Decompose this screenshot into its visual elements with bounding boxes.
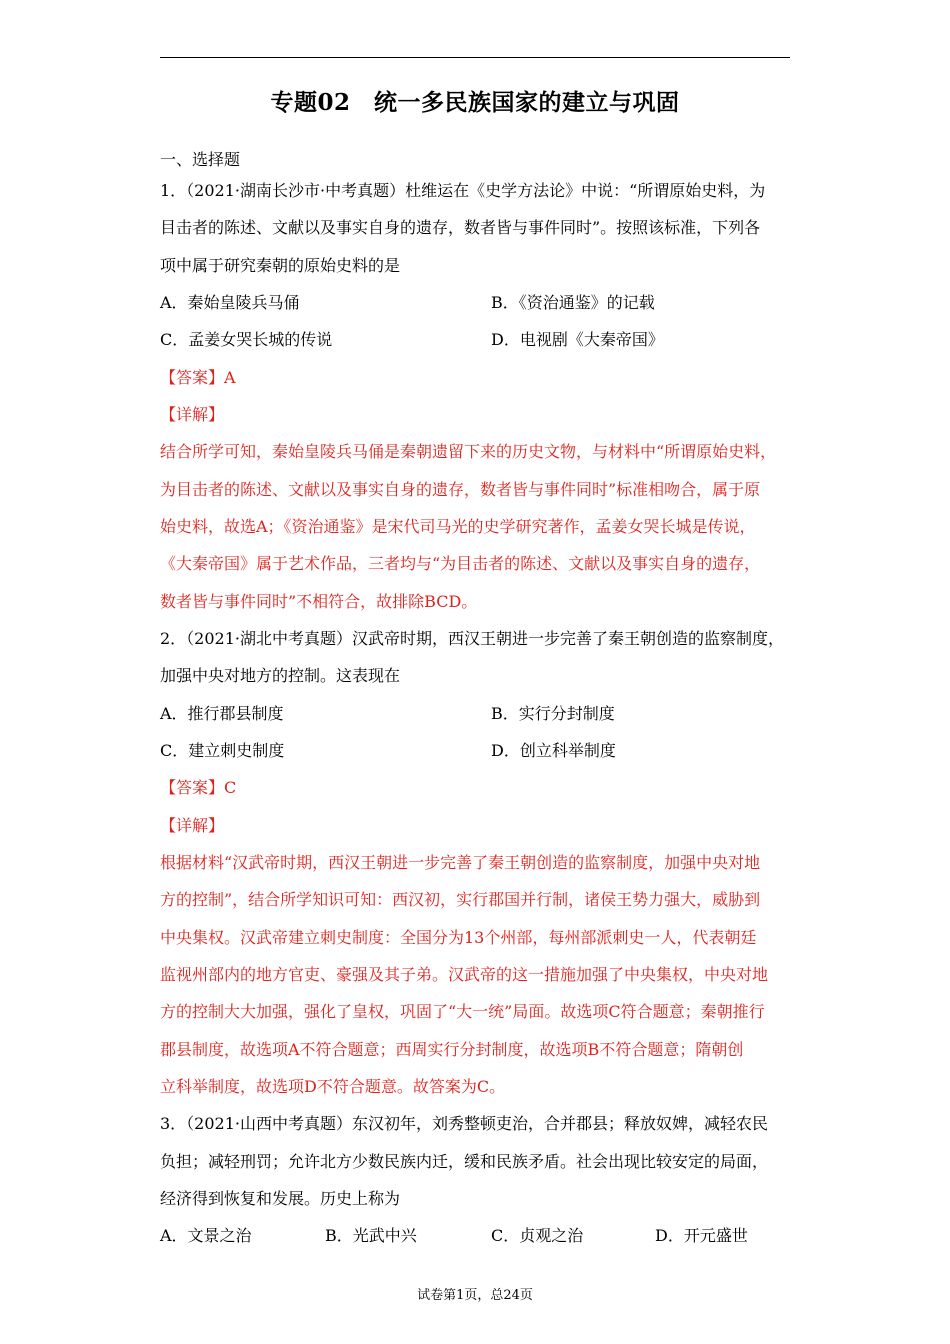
q2-detail-line-2: 方的控制”，结合所学知识可知：西汉初，实行郡国并行制，诸侯王势力强大，威胁到 — [160, 890, 761, 909]
q2-detail-line-5: 方的控制大大加强，强化了皇权，巩固了“大一统”局面。故选项C符合题意；秦朝推行 — [160, 1002, 765, 1021]
q2-detail-label: 【详解】 — [160, 816, 225, 835]
q1-detail-line-3: 始史料，故选A；《资治通鉴》是宋代司马光的史学研究著作，孟姜女哭长城是传说， — [160, 517, 756, 536]
q1-option-c: C．孟姜女哭长城的传说 — [160, 330, 333, 349]
q2-option-a: A．推行郡县制度 — [160, 704, 284, 723]
q1-stem-line-1: 1．（2021·湖南长沙市·中考真题）杜维运在《史学方法论》中说：“所谓原始史料，为 — [160, 181, 766, 200]
q1-detail-label: 【详解】 — [160, 405, 225, 424]
q3-option-b: B．光武中兴 — [325, 1226, 417, 1245]
q2-option-b: B．实行分封制度 — [491, 704, 615, 723]
q3-stem-line-3: 经济得到恢复和发展。历史上称为 — [160, 1189, 401, 1208]
q2-detail-line-1: 根据材料“汉武帝时期，西汉王朝进一步完善了秦王朝创造的监察制度，加强中央对地 — [160, 853, 761, 872]
q1-answer: 【答案】A — [160, 368, 236, 387]
q3-option-d: D．开元盛世 — [655, 1226, 748, 1245]
q2-detail-line-6: 郡县制度，故选项A不符合题意；西周实行分封制度，故选项B不符合题意；隋朝创 — [160, 1040, 744, 1059]
q3-stem-line-1: 3．（2021·山西中考真题）东汉初年，刘秀整顿吏治，合并郡县；释放奴婢，减轻农民 — [160, 1114, 768, 1133]
q1-stem-line-2: 目击者的陈述、文献以及事实自身的遗存，数者皆与事件同时”。按照该标准，下列各 — [160, 218, 761, 237]
q2-detail-line-4: 监视州部内的地方官吏、豪强及其子弟。汉武帝的这一措施加强了中央集权，中央对地 — [160, 965, 769, 984]
q2-stem-line-1: 2．（2021·湖北中考真题）汉武帝时期，西汉王朝进一步完善了秦王朝创造的监察制度， — [160, 629, 784, 648]
page-title: 专题02 统一多民族国家的建立与巩固 — [270, 89, 680, 116]
page-footer: 试卷第1页，总24页 — [417, 1288, 533, 1303]
q1-detail-line-2: 为目击者的陈述、文献以及事实自身的遗存，数者皆与事件同时”标准相吻合，属于原 — [160, 480, 761, 499]
q2-detail-line-7: 立科举制度，故选项D不符合题意。故答案为C。 — [160, 1077, 506, 1096]
section-heading: 一、选择题 — [160, 150, 241, 169]
header-rule — [160, 57, 790, 58]
q1-detail-line-5: 数者皆与事件同时”不相符合，故排除BCD。 — [160, 592, 478, 611]
q1-stem-line-3: 项中属于研究秦朝的原始史料的是 — [160, 256, 401, 275]
q3-stem-line-2: 负担；减轻刑罚；允许北方少数民族内迁，缓和民族矛盾。社会出现比较安定的局面， — [160, 1152, 769, 1171]
q2-answer: 【答案】C — [160, 778, 237, 797]
q1-option-d: D．电视剧《大秦帝国》 — [491, 330, 664, 349]
q2-stem-line-2: 加强中央对地方的控制。这表现在 — [160, 666, 401, 685]
q1-option-b: B．《资治通鉴》的记载 — [491, 293, 655, 312]
q1-detail-line-4: 《大秦帝国》属于艺术作品，三者均与“为目击者的陈述、文献以及事实自身的遗存， — [160, 554, 761, 573]
q1-option-a: A．秦始皇陵兵马俑 — [160, 293, 300, 312]
q2-detail-line-3: 中央集权。汉武帝建立刺史制度：全国分为13个州部，每州部派刺史一人，代表朝廷 — [160, 928, 757, 947]
q3-option-c: C．贞观之治 — [491, 1226, 584, 1245]
q1-detail-line-1: 结合所学可知，秦始皇陵兵马俑是秦朝遗留下来的历史文物，与材料中“所谓原始史料， — [160, 442, 777, 461]
q3-option-a: A．文景之治 — [160, 1226, 252, 1245]
q2-option-d: D．创立科举制度 — [491, 741, 616, 760]
q2-option-c: C．建立刺史制度 — [160, 741, 285, 760]
